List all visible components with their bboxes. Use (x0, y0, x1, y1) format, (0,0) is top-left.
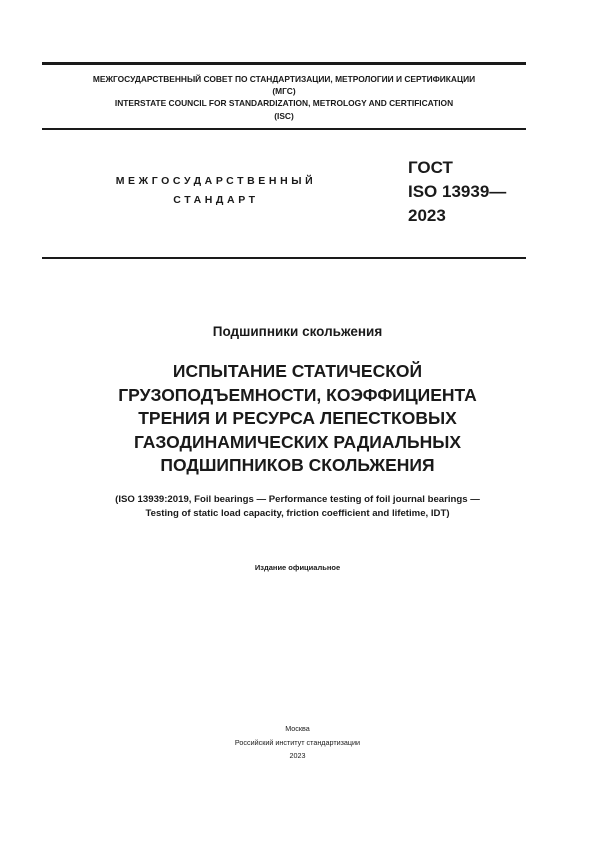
title-line: ГРУЗОПОДЪЕМНОСТИ, КОЭФФИЦИЕНТА (118, 384, 477, 405)
edition-note: Издание официальное (254, 563, 341, 572)
imprint-city: Москва (285, 724, 310, 733)
title-line: ГАЗОДИНАМИЧЕСКИХ РАДИАЛЬНЫХ (133, 431, 462, 452)
imprint (0, 722, 595, 763)
iso-reference (0, 493, 595, 521)
council-name-ru: МЕЖГОСУДАРСТВЕННЫЙ СОВЕТ ПО СТАНДАРТИЗАЦИИ, МЕТРОЛОГИИ И СЕРТИФИКАЦИИ (92, 74, 476, 84)
designation-line: ISO 13939— (408, 182, 507, 201)
council-abbr-ru: (МГС) (272, 86, 296, 97)
title-line: ПОДШИПНИКОВ СКОЛЬЖЕНИЯ (160, 455, 435, 475)
standard-kind (42, 172, 390, 210)
title-line: ИСПЫТАНИЕ СТАТИЧЕСКОЙ (172, 361, 423, 381)
iso-reference-line: (ISO 13939:2019, Foil bearings — Performance testing of foil journal bearings — (115, 494, 480, 505)
bottom-rule (42, 257, 526, 259)
document-title (0, 360, 595, 478)
top-rule (42, 62, 526, 65)
council-block (42, 73, 526, 122)
imprint-publisher: Российский институт стандартизации (234, 737, 361, 747)
council-name-en: INTERSTATE COUNCIL FOR STANDARDIZATION, METROLOGY AND CERTIFICATION (114, 98, 454, 109)
council-abbr-en: (ISC) (274, 110, 294, 121)
title-line: ТРЕНИЯ И РЕСУРСА ЛЕПЕСТКОВЫХ (138, 408, 457, 428)
middle-rule (42, 128, 526, 130)
standard-kind-line: МЕЖГОСУДАРСТВЕННЫЙ (115, 175, 317, 187)
standard-designation (408, 156, 506, 228)
subject-heading: Подшипники скольжения (212, 324, 383, 339)
imprint-year: 2023 (289, 751, 306, 760)
iso-reference-line: Testing of static load capacity, friction coefficient and lifetime, IDT) (145, 508, 450, 519)
standard-kind-line: СТАНДАРТ (173, 194, 259, 206)
designation-line: 2023 (408, 206, 446, 225)
designation-line: ГОСТ (408, 158, 453, 177)
